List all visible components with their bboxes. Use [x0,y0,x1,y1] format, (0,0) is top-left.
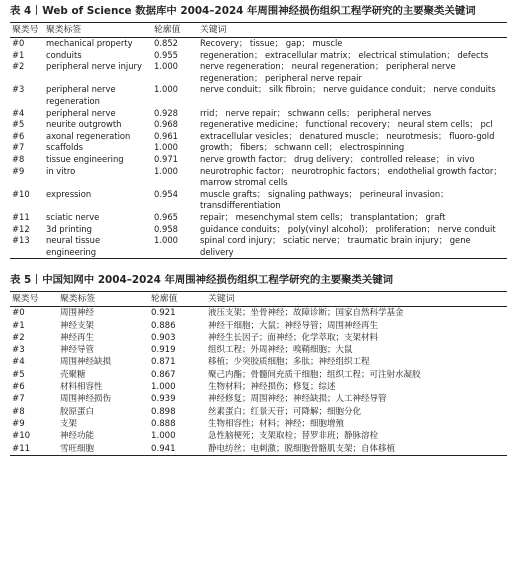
cell-silhouette: 0.971 [154,153,178,164]
cell-cluster-label: 支架 [60,418,78,429]
cell-keywords: extracellular vesicles； denatured muscle； neurotmesis； fluoro-gold [200,130,495,141]
cell-cluster-id: #4 [12,107,25,118]
cell-cluster-id: #4 [12,357,25,368]
cell-cluster-id: #9 [12,418,25,429]
cell-silhouette: 0.939 [151,394,176,405]
caption-divider [36,274,37,284]
cell-silhouette: 1.000 [154,61,178,72]
cell-silhouette: 1.000 [154,165,178,176]
cell-silhouette: 0.871 [151,357,176,368]
cell-keywords: guidance conduits； poly(vinyl alcohol)； proliferation； nerve conduit [200,223,496,234]
cell-keywords: nerve growth factor； drug delivery； controlled release； in vivo [200,153,475,164]
cell-cluster-label: scaffolds [46,142,84,153]
table-row [10,393,507,405]
cell-cluster-label: 神经支架 [60,320,95,331]
cell-cluster-id: #0 [12,308,25,319]
table-row [10,307,507,320]
cell-keywords: Recovery； tissue； gap； muscle [200,38,343,48]
table4-caption [10,4,507,18]
table-row [10,332,507,344]
cell-cluster-id: #5 [12,369,25,380]
cell-keywords: 生物相容性；材料；神经；细胞增殖 [208,418,345,429]
cell-cluster-label: conduits [46,49,82,60]
table-row [10,369,507,381]
cell-cluster-label: 材料相容性 [60,382,103,393]
cell-cluster-label: in vitro [46,165,76,176]
table4-body [10,38,507,259]
table-row [10,166,507,189]
cell-cluster-id: #11 [12,211,30,222]
cell-cluster-label: neurite outgrowth [46,119,122,130]
table5-body [10,307,507,456]
cell-keywords: rrid； nerve repair； schwann cells； peripheral nerves [200,107,432,118]
cell-cluster-label: 神经功能 [60,431,95,442]
cell-keywords: 生物材料；神经损伤；修复；综述 [208,382,336,393]
table-row [10,212,507,224]
cell-cluster-label: 周围神经缺损 [60,357,112,368]
table-row [10,356,507,368]
cell-keywords: repair； mesenchymal stem cells； transplantation； graft [200,211,446,222]
cell-silhouette: 0.954 [154,188,178,199]
cell-silhouette: 1.000 [151,431,176,442]
table-row [10,189,507,212]
col-header-silhouette: 轮廓值 [152,23,198,38]
table5-header-row [10,292,507,307]
cell-cluster-label: 壳聚糖 [60,369,86,380]
table-row [10,320,507,332]
table-row [10,406,507,418]
cell-keywords: regeneration； extracellular matrix； electrical stimulation； defects [200,49,489,60]
cell-keywords: neurotrophic factor； neurotrophic factors； endothelial growth factor； marrow stromal cells [200,165,502,188]
cell-silhouette: 1.000 [154,84,178,95]
cell-keywords: spinal cord injury； sciatic nerve； traumatic brain injury； gene delivery [200,235,471,257]
table5 [10,291,507,456]
cell-cluster-label: peripheral nerve regeneration [46,84,116,106]
cell-cluster-label: sciatic nerve [46,211,100,222]
table-row [10,142,507,154]
col-header-cluster-id: 聚类号 [10,23,44,38]
table-row [10,119,507,131]
cell-cluster-id: #11 [12,443,31,454]
cell-cluster-id: #6 [12,382,25,393]
cell-keywords: muscle grafts； signaling pathways； perineural invasion； transdifferentiation [200,188,449,211]
cell-keywords: growth； fibers； schwann cell； electrospinning [200,142,405,153]
table-row [10,84,507,107]
cell-keywords: 移植；少突胶质细胞；多肽；神经组织工程 [208,357,370,368]
table5-caption [10,273,507,287]
cell-cluster-id: #10 [12,431,31,442]
col-header-keywords: 关键词 [206,292,507,307]
cell-cluster-id: #8 [12,153,25,164]
cell-silhouette: 0.898 [151,406,176,417]
cell-silhouette: 0.921 [151,308,176,319]
cell-cluster-id: #7 [12,394,25,405]
cell-cluster-label: 3d printing [46,223,92,234]
cell-silhouette: 0.968 [154,119,178,130]
table-row [10,418,507,430]
cell-cluster-id: #6 [12,130,25,141]
cell-silhouette: 1.000 [151,382,176,393]
cell-cluster-label: expression [46,188,92,199]
cell-cluster-label: 周围神经 [60,308,95,319]
cell-silhouette: 0.852 [154,38,178,48]
table4-number: 表 4 [10,5,32,17]
table5-title: 中国知网中 2004–2024 年周围神经损伤组织工程学研究的主要聚类关键词 [42,274,394,287]
cell-cluster-id: #13 [12,235,30,246]
cell-cluster-label: tissue engineering [46,153,124,164]
cell-keywords: 神经修复；周围神经；神经缺损；人工神经导管 [208,394,387,405]
cell-cluster-id: #7 [12,142,25,153]
table-row [10,430,507,442]
cell-cluster-id: #5 [12,119,25,130]
table-row [10,235,507,259]
cell-silhouette: 0.928 [154,107,178,118]
cell-cluster-label: 雪旺细胞 [60,443,95,454]
cell-silhouette: 1.000 [154,142,178,153]
cell-keywords: 液压支架；坐骨神经；故障诊断；国家自然科学基金 [208,308,404,319]
cell-cluster-id: #1 [12,49,25,60]
cell-cluster-label: 周围神经损伤 [60,394,112,405]
cell-keywords: regenerative medicine； functional recovery； neural stem cells； pcl [200,119,493,130]
cell-cluster-id: #2 [12,61,25,72]
col-header-keywords: 关键词 [198,23,507,38]
table-row [10,108,507,120]
cell-silhouette: 0.886 [151,320,176,331]
cell-keywords: 神经生长因子；面神经；化学萃取；支架材料 [208,332,379,343]
cell-silhouette: 0.903 [151,332,176,343]
table-row [10,154,507,166]
cell-silhouette: 0.961 [154,130,178,141]
cell-silhouette: 0.941 [151,443,176,454]
table-row [10,224,507,236]
table-row [10,38,507,50]
cell-cluster-id: #10 [12,188,30,199]
table-row [10,61,507,84]
cell-keywords: nerve conduit； silk fibroin； nerve guidance conduit； nerve conduits [200,84,496,95]
cell-cluster-label: neural tissue engineering [46,235,101,257]
cell-keywords: 丝素蛋白；红景天苷；可降解；细胞分化 [208,406,362,417]
col-header-silhouette: 轮廓值 [149,292,206,307]
cell-silhouette: 0.888 [151,418,176,429]
cell-cluster-id: #0 [12,38,25,48]
cell-cluster-label: 神经再生 [60,332,95,343]
cell-keywords: 急性脑梗死；支架取栓；替罗非班；静脉溶栓 [208,431,379,442]
cell-cluster-id: #8 [12,406,25,417]
cell-silhouette: 0.919 [151,345,176,356]
cell-silhouette: 1.000 [154,235,178,246]
table4 [10,22,507,259]
cell-silhouette: 0.867 [151,369,176,380]
table5-number: 表 5 [10,274,32,287]
table-row [10,381,507,393]
cell-keywords: 神经干细胞；大鼠；神经导管；周围神经再生 [208,320,379,331]
cell-cluster-label: peripheral nerve [46,107,116,118]
col-header-cluster-label: 聚类标签 [58,292,149,307]
cell-keywords: nerve regeneration； neural regeneration； peripheral nerve regeneration； peripheral nerve repair [200,61,456,83]
cell-silhouette: 0.958 [154,223,178,234]
cell-cluster-label: axonal regeneration [46,130,131,141]
cell-keywords: 组织工程；外周神经；嗅鞘细胞；大鼠 [208,345,353,356]
cell-cluster-id: #1 [12,320,25,331]
cell-cluster-id: #12 [12,223,30,234]
cell-cluster-id: #3 [12,345,25,356]
table-row [10,131,507,143]
caption-divider [36,5,37,15]
cell-cluster-id: #3 [12,84,25,95]
col-header-cluster-label: 聚类标签 [44,23,152,38]
cell-silhouette: 0.965 [154,211,178,222]
cell-cluster-label: 神经导管 [60,345,95,356]
table-row [10,50,507,62]
table4-title: Web of Science 数据库中 2004–2024 年周围神经损伤组织工程学研究的主要聚类关键词 [42,5,476,17]
cell-cluster-label: 胶原蛋白 [60,406,95,417]
table-row [10,443,507,456]
cell-cluster-label: mechanical property [46,38,133,48]
cell-cluster-id: #2 [12,332,25,343]
table-row [10,344,507,356]
cell-cluster-id: #9 [12,165,25,176]
col-header-cluster-id: 聚类号 [10,292,58,307]
cell-silhouette: 0.955 [154,49,178,60]
cell-keywords: 静电纺丝；电刺激；脱细胞骨骼肌支架；自体移植 [208,443,396,454]
cell-cluster-label: peripheral nerve injury [46,61,142,72]
table4-header-row [10,23,507,38]
cell-keywords: 聚己内酯；骨髓间充质干细胞；组织工程；可注射水凝胶 [208,369,421,380]
